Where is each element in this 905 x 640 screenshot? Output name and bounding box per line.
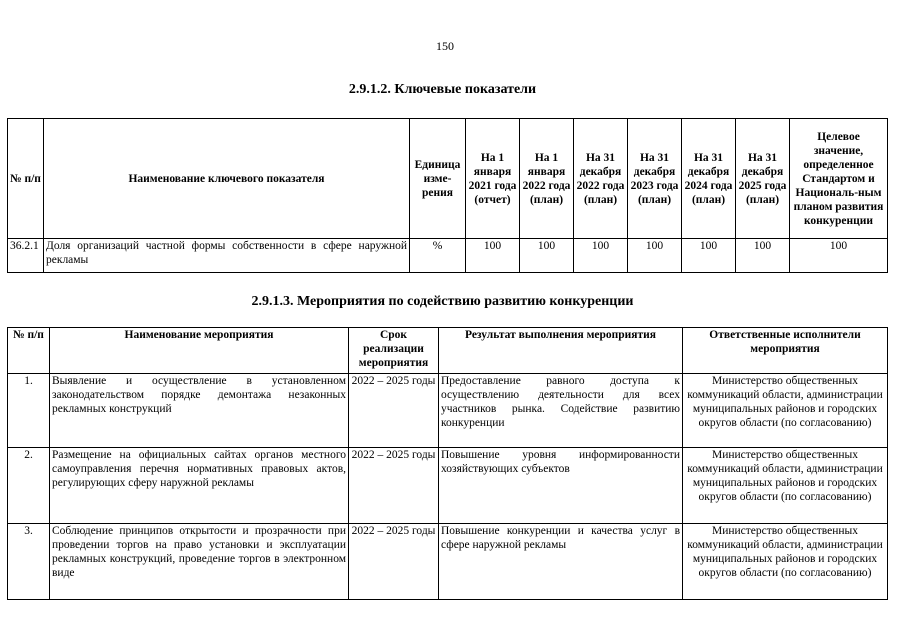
kpi-row-num: 36.2.1 xyxy=(8,239,44,273)
kpi-header-col6: На 31 декабря 2025 года (план) xyxy=(736,119,790,239)
kpi-row-v3: 100 xyxy=(574,239,628,273)
measures-row xyxy=(8,524,888,600)
kpi-header-unit: Единица изме-рения xyxy=(410,119,466,239)
kpi-row-target: 100 xyxy=(790,239,888,273)
measures-row-num: 3. xyxy=(8,524,50,600)
kpi-header-target: Целевое значение, определенное Стандартом и Националь-ным планом развития конкуренции xyxy=(790,119,888,239)
kpi-section-title: 2.9.1.2. Ключевые показатели xyxy=(348,82,537,97)
measures-row-name: Соблюдение принципов открытости и прозрачности при проведении торгов на право установки и эксплуатации рекламных конструкций, проведение торгов в электронном виде xyxy=(50,524,349,600)
measures-row-num: 2. xyxy=(8,448,50,524)
kpi-header-row xyxy=(8,119,888,239)
measures-row-resp: Министерство общественных коммуникаций области, администрации муниципальных районов и городских округов области (по согласованию) xyxy=(683,524,888,600)
measures-header-resp: Ответственные исполнители мероприятия xyxy=(683,328,888,374)
measures-header-result: Результат выполнения мероприятия xyxy=(439,328,683,374)
measures-row-num: 1. xyxy=(8,374,50,448)
kpi-row xyxy=(8,239,888,273)
kpi-header-name: Наименование ключевого показателя xyxy=(44,119,410,239)
measures-row-term: 2022 – 2025 годы xyxy=(349,524,439,600)
kpi-row-name: Доля организаций частной формы собственности в сфере наружной рекламы xyxy=(44,239,410,273)
kpi-header-col4: На 31 декабря 2023 года (план) xyxy=(628,119,682,239)
measures-row-result: Повышение конкуренции и качества услуг в сфере наружной рекламы xyxy=(439,524,683,600)
page-number: 150 xyxy=(436,39,454,53)
kpi-row-v6: 100 xyxy=(736,239,790,273)
measures-row-name: Размещение на официальных сайтах органов местного самоуправления перечня нормативных правовых актов, регулирующих сферу наружной рекламы xyxy=(50,448,349,524)
kpi-header-col3: На 31 декабря 2022 года (план) xyxy=(574,119,628,239)
kpi-header-col5: На 31 декабря 2024 года (план) xyxy=(682,119,736,239)
measures-section-title: 2.9.1.3. Мероприятия по содействию развитию конкуренции xyxy=(251,294,634,309)
measures-row-term: 2022 – 2025 годы xyxy=(349,374,439,448)
kpi-header-num: № п/п xyxy=(8,119,44,239)
kpi-row-v4: 100 xyxy=(628,239,682,273)
measures-row-resp: Министерство общественных коммуникаций области, администрации муниципальных районов и городских округов области (по согласованию) xyxy=(683,448,888,524)
measures-row-resp: Министерство общественных коммуникаций области, администрации муниципальных районов и городских округов области (по согласованию) xyxy=(683,374,888,448)
kpi-row-v5: 100 xyxy=(682,239,736,273)
measures-row-name: Выявление и осуществление в установленном законодательством порядке демонтажа незаконных рекламных конструкций xyxy=(50,374,349,448)
measures-row-term: 2022 – 2025 годы xyxy=(349,448,439,524)
measures-header-row xyxy=(8,328,888,374)
kpi-row-v1: 100 xyxy=(466,239,520,273)
kpi-table xyxy=(7,118,888,273)
measures-row xyxy=(8,374,888,448)
measures-row-result: Предоставление равного доступа к осуществлению деятельности для всех участников рынка. Содействие развитию конкуренции xyxy=(439,374,683,448)
kpi-row-unit: % xyxy=(410,239,466,273)
measures-header-term: Срок реализации мероприятия xyxy=(349,328,439,374)
kpi-header-col2: На 1 января 2022 года (план) xyxy=(520,119,574,239)
kpi-header-col1: На 1 января 2021 года (отчет) xyxy=(466,119,520,239)
measures-header-name: Наименование мероприятия xyxy=(50,328,349,374)
measures-header-num: № п/п xyxy=(8,328,50,374)
measures-row-result: Повышение уровня информированности хозяйствующих субъектов xyxy=(439,448,683,524)
measures-row xyxy=(8,448,888,524)
kpi-row-v2: 100 xyxy=(520,239,574,273)
measures-table xyxy=(7,327,888,600)
